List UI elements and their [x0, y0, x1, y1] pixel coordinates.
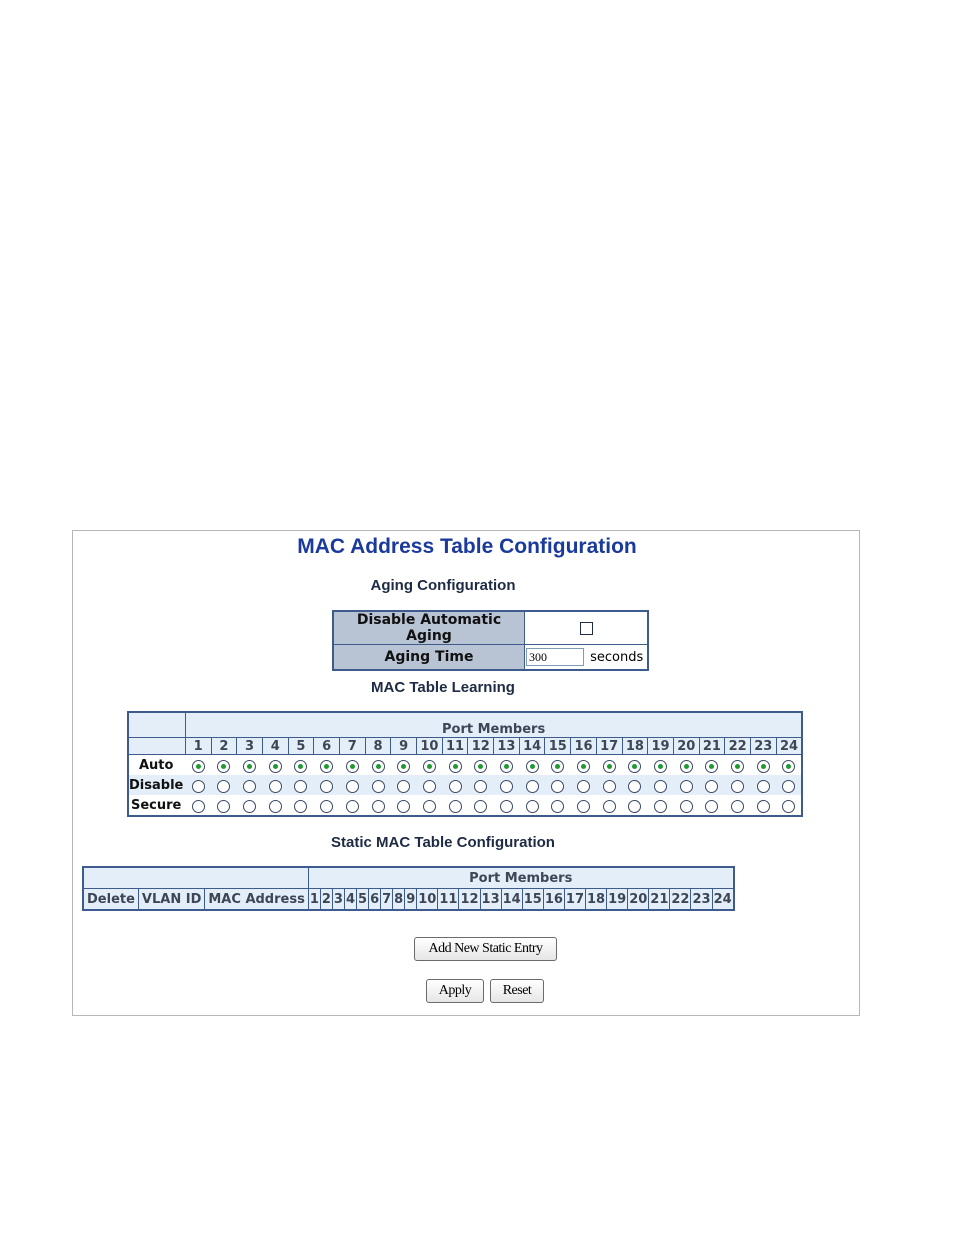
radio-disable-port-13[interactable]	[500, 780, 513, 793]
learning-port-10-header: 10	[417, 738, 443, 755]
learning-cell	[262, 775, 288, 795]
learning-port-17-header: 17	[596, 738, 622, 755]
add-new-static-entry-button[interactable]: Add New Static Entry	[414, 937, 557, 961]
radio-disable-port-5[interactable]	[294, 780, 307, 793]
learning-port-header-row	[128, 738, 802, 755]
learning-corner-cell-2	[128, 738, 185, 755]
radio-disable-port-12[interactable]	[474, 780, 487, 793]
learning-cell	[365, 775, 391, 795]
learning-cell	[417, 755, 443, 776]
learning-cell	[468, 775, 494, 795]
radio-auto-port-13[interactable]	[500, 760, 513, 773]
static-port-2-header: 2	[320, 889, 332, 911]
radio-auto-port-7[interactable]	[346, 760, 359, 773]
radio-auto-port-16[interactable]	[577, 760, 590, 773]
learning-cell	[596, 795, 622, 816]
learning-heading: MAC Table Learning	[371, 679, 515, 696]
disable-aging-checkbox[interactable]	[580, 622, 593, 635]
learning-cell	[391, 755, 417, 776]
reset-button[interactable]: Reset	[490, 979, 544, 1003]
static-table	[82, 866, 735, 911]
static-port-20-header: 20	[628, 889, 649, 911]
learning-cell	[776, 775, 802, 795]
static-col-mac-address: MAC Address	[205, 889, 308, 911]
learning-cell	[519, 755, 545, 776]
radio-auto-port-14[interactable]	[526, 760, 539, 773]
page-title: MAC Address Table Configuration	[297, 535, 637, 558]
learning-row-secure	[128, 795, 802, 816]
learning-cell	[648, 795, 674, 816]
learning-port-22-header: 22	[725, 738, 751, 755]
radio-disable-port-15[interactable]	[551, 780, 564, 793]
aging-heading: Aging Configuration	[370, 577, 516, 594]
learning-cell	[776, 795, 802, 816]
learning-cell	[545, 775, 571, 795]
learning-port-5-header: 5	[288, 738, 314, 755]
learning-cell	[622, 775, 648, 795]
static-col-delete: Delete	[83, 889, 138, 911]
disable-aging-label: Disable Automatic Aging	[333, 611, 525, 645]
learning-cell	[571, 755, 597, 776]
aging-time-label: Aging Time	[333, 645, 525, 671]
learning-cell	[442, 755, 468, 776]
learning-cell	[776, 755, 802, 776]
radio-secure-port-17[interactable]	[603, 800, 616, 813]
radio-auto-port-21[interactable]	[705, 760, 718, 773]
learning-port-20-header: 20	[673, 738, 699, 755]
radio-secure-port-15[interactable]	[551, 800, 564, 813]
learning-cell	[725, 755, 751, 776]
radio-disable-port-20[interactable]	[680, 780, 693, 793]
learning-cell	[494, 755, 520, 776]
static-port-13-header: 13	[480, 889, 501, 911]
learning-cell	[391, 775, 417, 795]
static-port-17-header: 17	[564, 889, 585, 911]
radio-auto-port-19[interactable]	[654, 760, 667, 773]
learning-cell	[211, 795, 237, 816]
radio-secure-port-13[interactable]	[500, 800, 513, 813]
learning-port-2-header: 2	[211, 738, 237, 755]
learning-cell	[468, 795, 494, 816]
radio-auto-port-6[interactable]	[320, 760, 333, 773]
learning-port-21-header: 21	[699, 738, 725, 755]
learning-cell	[211, 775, 237, 795]
radio-auto-port-15[interactable]	[551, 760, 564, 773]
radio-secure-port-20[interactable]	[680, 800, 693, 813]
radio-secure-port-10[interactable]	[423, 800, 436, 813]
learning-cell	[673, 775, 699, 795]
learning-cell	[545, 755, 571, 776]
learning-cell	[365, 795, 391, 816]
learning-row-auto	[128, 755, 802, 776]
learning-row-disable	[128, 775, 802, 795]
learning-cell	[648, 775, 674, 795]
learning-port-12-header: 12	[468, 738, 494, 755]
learning-corner-cell	[128, 712, 185, 738]
learning-cell	[622, 795, 648, 816]
radio-disable-port-8[interactable]	[372, 780, 385, 793]
learning-cell	[442, 795, 468, 816]
radio-secure-port-2[interactable]	[217, 800, 230, 813]
learning-cell	[237, 795, 263, 816]
learning-port-7-header: 7	[339, 738, 365, 755]
radio-secure-port-18[interactable]	[628, 800, 641, 813]
learning-port-1-header: 1	[185, 738, 211, 755]
learning-cell	[442, 775, 468, 795]
static-col-vlan-id: VLAN ID	[138, 889, 204, 911]
learning-cell	[750, 775, 776, 795]
static-heading: Static MAC Table Configuration	[331, 834, 555, 851]
learning-cell	[288, 755, 314, 776]
learning-cell	[417, 795, 443, 816]
radio-disable-port-24[interactable]	[782, 780, 795, 793]
learning-cell	[339, 775, 365, 795]
learning-port-14-header: 14	[519, 738, 545, 755]
learning-cell	[571, 795, 597, 816]
radio-auto-port-22[interactable]	[731, 760, 744, 773]
learning-cell	[314, 775, 340, 795]
radio-auto-port-1[interactable]	[192, 760, 205, 773]
radio-auto-port-18[interactable]	[628, 760, 641, 773]
static-port-15-header: 15	[522, 889, 543, 911]
static-port-8-header: 8	[393, 889, 405, 911]
learning-cell	[750, 755, 776, 776]
radio-disable-port-7[interactable]	[346, 780, 359, 793]
learning-port-6-header: 6	[314, 738, 340, 755]
learning-mode-label: Disable	[128, 775, 185, 795]
learning-port-3-header: 3	[237, 738, 263, 755]
radio-auto-port-23[interactable]	[757, 760, 770, 773]
radio-secure-port-23[interactable]	[757, 800, 770, 813]
learning-cell	[468, 755, 494, 776]
radio-disable-port-17[interactable]	[603, 780, 616, 793]
learning-cell	[237, 755, 263, 776]
radio-disable-port-9[interactable]	[397, 780, 410, 793]
radio-disable-port-22[interactable]	[731, 780, 744, 793]
radio-auto-port-24[interactable]	[782, 760, 795, 773]
radio-secure-port-16[interactable]	[577, 800, 590, 813]
radio-auto-port-2[interactable]	[217, 760, 230, 773]
learning-port-24-header: 24	[776, 738, 802, 755]
mac-table-config-panel	[72, 530, 860, 1016]
learning-cell	[237, 775, 263, 795]
aging-time-input[interactable]	[526, 648, 584, 666]
learning-port-11-header: 11	[442, 738, 468, 755]
radio-auto-port-12[interactable]	[474, 760, 487, 773]
learning-cell	[288, 775, 314, 795]
radio-secure-port-24[interactable]	[782, 800, 795, 813]
learning-port-4-header: 4	[262, 738, 288, 755]
learning-cell	[725, 795, 751, 816]
radio-disable-port-2[interactable]	[217, 780, 230, 793]
learning-cell	[314, 755, 340, 776]
static-column-header-row	[83, 889, 734, 911]
radio-auto-port-17[interactable]	[603, 760, 616, 773]
radio-secure-port-7[interactable]	[346, 800, 359, 813]
learning-cell	[288, 795, 314, 816]
learning-cell	[596, 755, 622, 776]
radio-auto-port-5[interactable]	[294, 760, 307, 773]
learning-mode-label: Secure	[128, 795, 185, 816]
learning-port-13-header: 13	[494, 738, 520, 755]
learning-cell	[571, 775, 597, 795]
learning-cell	[673, 755, 699, 776]
learning-cell	[185, 755, 211, 776]
static-port-10-header: 10	[417, 889, 438, 911]
radio-secure-port-9[interactable]	[397, 800, 410, 813]
learning-cell	[494, 775, 520, 795]
learning-cell	[494, 795, 520, 816]
radio-disable-port-11[interactable]	[449, 780, 462, 793]
radio-disable-port-10[interactable]	[423, 780, 436, 793]
radio-secure-port-8[interactable]	[372, 800, 385, 813]
static-port-3-header: 3	[332, 889, 344, 911]
radio-secure-port-19[interactable]	[654, 800, 667, 813]
learning-cell	[391, 795, 417, 816]
learning-cell	[519, 795, 545, 816]
learning-cell	[699, 795, 725, 816]
static-corner-cell	[83, 867, 308, 889]
radio-auto-port-4[interactable]	[269, 760, 282, 773]
radio-disable-port-3[interactable]	[243, 780, 256, 793]
radio-disable-port-21[interactable]	[705, 780, 718, 793]
static-port-22-header: 22	[670, 889, 691, 911]
learning-cell	[185, 775, 211, 795]
learning-cell	[725, 775, 751, 795]
static-port-24-header: 24	[712, 889, 734, 911]
learning-cell	[417, 775, 443, 795]
learning-port-8-header: 8	[365, 738, 391, 755]
static-port-6-header: 6	[369, 889, 381, 911]
learning-cell	[622, 755, 648, 776]
radio-auto-port-9[interactable]	[397, 760, 410, 773]
learning-cell	[314, 795, 340, 816]
radio-auto-port-8[interactable]	[372, 760, 385, 773]
learning-port-19-header: 19	[648, 738, 674, 755]
static-port-19-header: 19	[607, 889, 628, 911]
aging-time-cell	[525, 645, 649, 671]
static-port-7-header: 7	[381, 889, 393, 911]
radio-auto-port-20[interactable]	[680, 760, 693, 773]
learning-cell	[648, 755, 674, 776]
static-port-11-header: 11	[438, 889, 459, 911]
radio-secure-port-3[interactable]	[243, 800, 256, 813]
learning-cell	[673, 795, 699, 816]
aging-time-unit: seconds	[590, 649, 644, 665]
disable-aging-cell	[525, 611, 649, 645]
radio-disable-port-4[interactable]	[269, 780, 282, 793]
learning-cell	[262, 755, 288, 776]
radio-disable-port-19[interactable]	[654, 780, 667, 793]
learning-cell	[699, 775, 725, 795]
static-port-9-header: 9	[405, 889, 417, 911]
learning-cell	[339, 795, 365, 816]
learning-cell	[211, 755, 237, 776]
radio-auto-port-11[interactable]	[449, 760, 462, 773]
radio-secure-port-22[interactable]	[731, 800, 744, 813]
radio-secure-port-4[interactable]	[269, 800, 282, 813]
radio-secure-port-12[interactable]	[474, 800, 487, 813]
learning-port-members-label: Port Members	[185, 712, 802, 738]
learning-port-18-header: 18	[622, 738, 648, 755]
static-port-5-header: 5	[357, 889, 369, 911]
learning-port-9-header: 9	[391, 738, 417, 755]
learning-port-16-header: 16	[571, 738, 597, 755]
radio-auto-port-3[interactable]	[243, 760, 256, 773]
learning-mode-label: Auto	[128, 755, 185, 776]
static-port-23-header: 23	[691, 889, 712, 911]
learning-cell	[750, 795, 776, 816]
radio-auto-port-10[interactable]	[423, 760, 436, 773]
radio-disable-port-23[interactable]	[757, 780, 770, 793]
apply-button[interactable]: Apply	[426, 979, 484, 1003]
radio-disable-port-16[interactable]	[577, 780, 590, 793]
learning-cell	[185, 795, 211, 816]
learning-cell	[596, 775, 622, 795]
learning-cell	[262, 795, 288, 816]
learning-port-23-header: 23	[750, 738, 776, 755]
static-port-16-header: 16	[543, 889, 564, 911]
static-port-members-label: Port Members	[308, 867, 733, 889]
radio-secure-port-5[interactable]	[294, 800, 307, 813]
learning-cell	[519, 775, 545, 795]
radio-secure-port-21[interactable]	[705, 800, 718, 813]
learning-cell	[365, 755, 391, 776]
static-port-4-header: 4	[344, 889, 356, 911]
static-port-21-header: 21	[649, 889, 670, 911]
learning-cell	[699, 755, 725, 776]
radio-secure-port-11[interactable]	[449, 800, 462, 813]
static-port-1-header: 1	[308, 889, 320, 911]
aging-table	[332, 610, 649, 671]
radio-secure-port-1[interactable]	[192, 800, 205, 813]
radio-disable-port-18[interactable]	[628, 780, 641, 793]
radio-secure-port-6[interactable]	[320, 800, 333, 813]
learning-table	[127, 711, 803, 817]
learning-cell	[339, 755, 365, 776]
static-port-12-header: 12	[459, 889, 480, 911]
learning-cell	[545, 795, 571, 816]
static-port-14-header: 14	[501, 889, 522, 911]
radio-secure-port-14[interactable]	[526, 800, 539, 813]
radio-disable-port-6[interactable]	[320, 780, 333, 793]
radio-disable-port-14[interactable]	[526, 780, 539, 793]
radio-disable-port-1[interactable]	[192, 780, 205, 793]
learning-port-15-header: 15	[545, 738, 571, 755]
static-port-18-header: 18	[586, 889, 607, 911]
